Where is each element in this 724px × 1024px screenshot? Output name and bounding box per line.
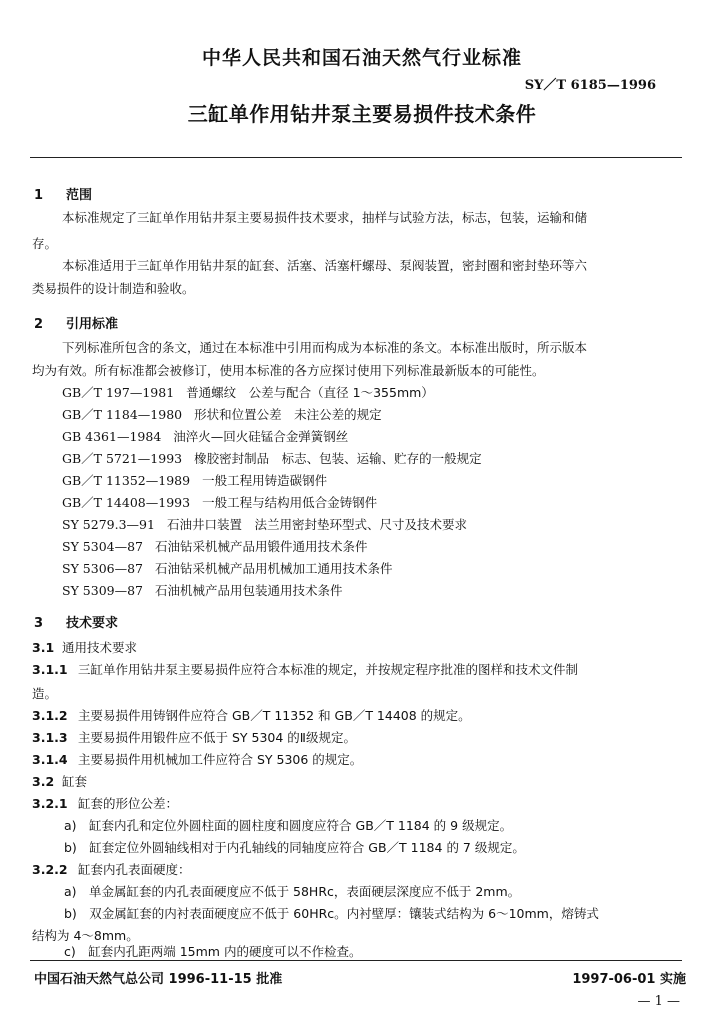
reference-title: 一般工程用铸造碳钢件	[202, 473, 328, 488]
section-1-heading	[34, 184, 92, 203]
clause-3-1-2	[32, 706, 471, 724]
reference-code: GB／T 5721—1993	[62, 451, 183, 466]
effective-date: 1997-06-01 实施	[572, 972, 686, 987]
list-item-a: a) 单金属缸套的内孔表面硬度应不低于 58HRc，表面硬层深度应不低于 2mm。	[64, 884, 521, 899]
paragraph-line: 下列标准所包含的条文，通过在本标准中引用而构成为本标准的条文。本标准出版时，所示版本	[62, 340, 588, 355]
subsection-number: 3.2	[32, 774, 55, 789]
section-title: 技术要求	[66, 616, 119, 631]
clause-text: 主要易损件用铸钢件应符合 GB／T 11352 和 GB／T 14408 的规定。	[78, 708, 471, 723]
approval-line: 中国石油天然气总公司 1996-11-15 批准	[34, 972, 283, 987]
reference-code: GB／T 14408—1993	[62, 495, 191, 510]
reference-item	[62, 405, 382, 423]
paragraph-line: 存。	[32, 236, 58, 251]
reference-title: 石油钻采机械产品用锻件通用技术条件	[155, 539, 368, 554]
reference-code: GB／T 11352—1989	[62, 473, 191, 488]
clause-3-2-1	[32, 794, 178, 812]
list-item-a: a) 缸套内孔和定位外圆柱面的圆柱度和圆度应符合 GB／T 1184 的 9 级规定。	[64, 818, 513, 833]
subsection-number: 3.1	[32, 640, 55, 655]
list-item-b-continued: 结构为 4～8mm。	[32, 928, 139, 943]
subsection-title: 通用技术要求	[62, 640, 138, 655]
clause-number: 3.1.1	[32, 662, 68, 677]
reference-code: SY 5304—87	[62, 539, 144, 554]
clause-text: 缸套的形位公差：	[78, 796, 179, 811]
paragraph-line: 类易损件的设计制造和验收。	[32, 281, 195, 296]
paragraph-line: 本标准适用于三缸单作用钻井泵的缸套、活塞、活塞杆螺母、泵阀装置，密封圈和密封垫环等六	[62, 258, 588, 273]
reference-item	[62, 559, 393, 577]
industry-standard-heading: 中华人民共和国石油天然气行业标准	[201, 47, 522, 69]
reference-title: 一般工程与结构用低合金铸钢件	[202, 495, 378, 510]
footer-rule	[30, 960, 682, 961]
list-item-b: b) 缸套定位外圆轴线相对于内孔轴线的同轴度应符合 GB／T 1184 的 7 级规定。	[64, 840, 525, 855]
paragraph-line: 本标准规定了三缸单作用钻井泵主要易损件技术要求，抽样与试验方法，标志，包装，运输和储	[62, 210, 588, 225]
reference-code: GB／T 197—1981	[62, 385, 175, 400]
section-title: 引用标准	[66, 317, 119, 332]
reference-title: 橡胶密封制品 标志、包装、运输、贮存的一般规定	[194, 451, 482, 466]
section-number: 1	[34, 188, 44, 203]
section-3-heading	[34, 612, 118, 631]
reference-title: 石油井口装置 法兰用密封垫环型式、尺寸及技术要求	[166, 517, 467, 532]
standard-number: SY／T 6185—1996	[524, 78, 656, 93]
reference-item	[62, 515, 467, 533]
reference-title: 油淬火—回火硅锰合金弹簧钢丝	[173, 429, 349, 444]
clause-number: 3.2.1	[32, 796, 68, 811]
reference-title: 普通螺纹 公差与配合（直径 1～355mm）	[186, 385, 434, 400]
section-2-heading	[34, 313, 118, 332]
reference-item	[62, 581, 343, 599]
reference-item	[62, 493, 377, 511]
header-rule	[30, 157, 682, 158]
page-number: — 1 —	[637, 994, 680, 1009]
clause-text: 缸套内孔表面硬度：	[78, 862, 191, 877]
clause-3-1-3	[32, 728, 356, 746]
clause-number: 3.1.4	[32, 752, 68, 767]
clause-3-2-2	[32, 860, 191, 878]
reference-item	[62, 449, 482, 467]
reference-code: SY 5309—87	[62, 583, 144, 598]
subsection-3-2	[32, 772, 87, 790]
section-number: 2	[34, 317, 44, 332]
clause-3-1-4	[32, 750, 362, 768]
subsection-3-1	[32, 638, 137, 656]
reference-item	[62, 383, 434, 401]
clause-3-1-1	[32, 660, 578, 678]
reference-code: SY 5306—87	[62, 561, 144, 576]
list-item-c: c) 缸套内孔距两端 15mm 内的硬度可以不作检查。	[64, 944, 362, 959]
reference-code: SY 5279.3—91	[62, 517, 155, 532]
clause-number: 3.1.2	[32, 708, 68, 723]
clause-number: 3.1.3	[32, 730, 68, 745]
clause-text-continued: 造。	[32, 686, 58, 701]
subsection-title: 缸套	[62, 774, 88, 789]
reference-item	[62, 427, 348, 445]
section-title: 范围	[66, 188, 93, 203]
reference-code: GB 4361—1984	[62, 429, 162, 444]
reference-item	[62, 537, 368, 555]
reference-item	[62, 471, 327, 489]
clause-text: 主要易损件用机械加工件应符合 SY 5306 的规定。	[78, 752, 363, 767]
paragraph-line: 均为有效。所有标准都会被修订，使用本标准的各方应探讨使用下列标准最新版本的可能性。	[32, 363, 545, 378]
reference-title: 形状和位置公差 未注公差的规定	[194, 407, 382, 422]
clause-number: 3.2.2	[32, 862, 68, 877]
reference-title: 石油钻采机械产品用机械加工通用技术条件	[155, 561, 393, 576]
clause-text: 三缸单作用钻井泵主要易损件应符合本标准的规定，并按规定程序批准的图样和技术文件制	[78, 662, 579, 677]
document-title: 三缸单作用钻井泵主要易损件技术条件	[187, 102, 537, 126]
clause-text: 主要易损件用锻件应不低于 SY 5304 的Ⅱ级规定。	[78, 730, 356, 745]
list-item-b: b) 双金属缸套的内衬表面硬度应不低于 60HRc。内衬壁厚：镶装式结构为 6～10mm，熔铸式	[64, 906, 599, 921]
reference-title: 石油机械产品用包装通用技术条件	[155, 583, 343, 598]
section-number: 3	[34, 616, 44, 631]
reference-code: GB／T 1184—1980	[62, 407, 183, 422]
